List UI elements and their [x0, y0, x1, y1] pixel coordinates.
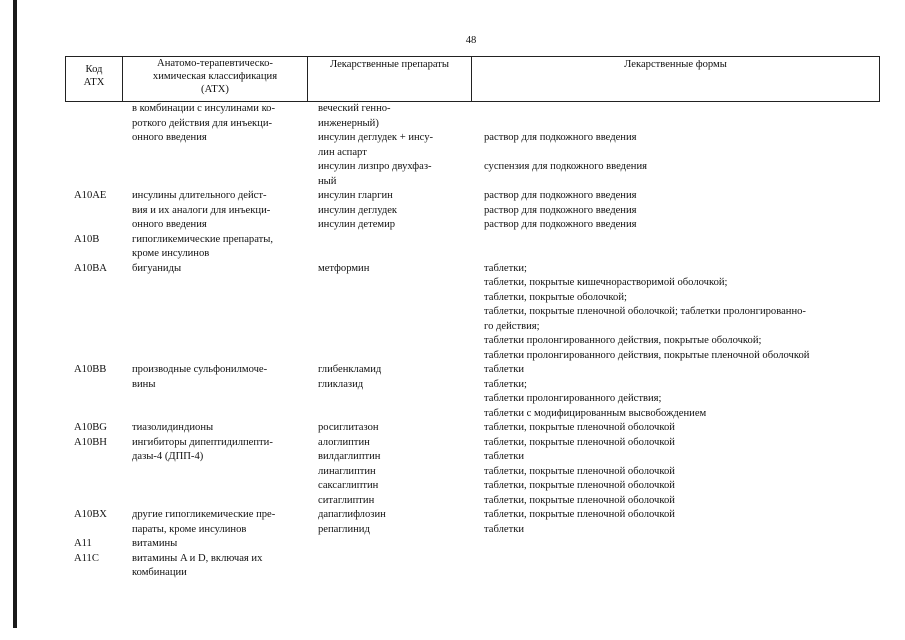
- atc-classification: другие гипогликемические пре- параты, кроме инсулинов: [132, 509, 276, 535]
- table-row: [0, 421, 905, 436]
- header-classification-cell: [123, 57, 308, 102]
- drug-name: инсулин деглудек: [318, 204, 398, 216]
- drug-name: дапаглифлозин: [318, 509, 386, 520]
- drug-name: ситаглиптин: [318, 494, 375, 506]
- header-drugs: Лекарственные препараты: [329, 59, 450, 70]
- atc-classification: витамины: [132, 538, 178, 549]
- dosage-forms: раствор для подкожного введения: [484, 219, 637, 230]
- table-row: [0, 523, 905, 538]
- dosage-forms: таблетки, покрытые пленочной оболочкой: [484, 422, 675, 433]
- atc-code: A11: [74, 538, 92, 549]
- dosage-forms: таблетки, покрытые пленочной оболочкой: [484, 436, 675, 448]
- table-body: [0, 102, 905, 578]
- drug-name: росиглитазон: [318, 422, 379, 433]
- drug-name: саксаглиптин: [318, 480, 379, 491]
- atc-code: A10B: [74, 233, 100, 245]
- drug-name: гликлазид: [318, 378, 364, 390]
- atc-code: A10BB: [74, 364, 107, 375]
- header-code: Код АТХ: [83, 64, 105, 88]
- atc-classification: производные сульфонилмоче- вины: [132, 364, 268, 390]
- header-classification: Анатомо-терапевтическо- химическая классификация (АТХ): [152, 58, 278, 95]
- dosage-forms: таблетки: [484, 364, 525, 375]
- header-forms-cell: [472, 57, 880, 102]
- atc-code: A10BG: [74, 422, 107, 433]
- dosage-forms: суспензия для подкожного введения: [484, 161, 647, 172]
- drug-name: алоглиптин: [318, 436, 370, 448]
- drug-name: веческий генно- инженерный): [318, 103, 391, 129]
- table-row: [0, 131, 905, 160]
- dosage-forms: таблетки, покрытые пленочной оболочкой: [484, 494, 675, 506]
- drug-name: линаглиптин: [318, 465, 376, 477]
- drug-name: инсулин гларгин: [318, 190, 393, 201]
- dosage-forms: раствор для подкожного введения: [484, 204, 637, 216]
- table-row: [0, 233, 905, 262]
- table-row: [0, 204, 905, 219]
- dosage-forms: таблетки, покрытые пленочной оболочкой: [484, 465, 675, 477]
- atc-classification: инсулины длительного дейст-: [132, 190, 267, 201]
- table-row: [0, 552, 905, 578]
- atc-code: A10BA: [74, 262, 107, 274]
- dosage-forms: раствор для подкожного введения: [484, 190, 637, 201]
- table-row: [0, 218, 905, 233]
- dosage-forms: таблетки; таблетки, покрытые кишечнорастворимой оболочкой; таблетки, покрытые оболочкой; таблетки, покрытые пленочной оболочкой; таблетки пролонгированно- го действия; таблетки пролонгированного действия, покрытые оболочкой; таблетки пролонгированного действия, покрытые пленочной оболочкой: [484, 262, 810, 361]
- atc-classification: тиазолидиндионы: [132, 422, 214, 433]
- atc-classification: ингибиторы дипептидилпепти- дазы-4 (ДПП-4): [132, 436, 273, 462]
- drug-name: инсулин детемир: [318, 219, 396, 230]
- drug-name: репаглинид: [318, 523, 370, 535]
- atc-code: A10BX: [74, 509, 107, 520]
- dosage-forms: раствор для подкожного введения: [484, 132, 637, 143]
- dosage-forms: таблетки, покрытые пленочной оболочкой: [484, 480, 675, 491]
- table-row: [0, 494, 905, 509]
- drug-name: глибенкламид: [318, 364, 382, 375]
- atc-classification: вия и их аналоги для инъекци-: [132, 204, 271, 216]
- header-code-cell: [66, 57, 123, 102]
- table-row: [0, 450, 905, 465]
- dosage-forms: таблетки; таблетки пролонгированного действия; таблетки с модифицированным высвобождением: [484, 378, 707, 419]
- table-row: [0, 479, 905, 494]
- table-row: [0, 465, 905, 480]
- page-number: 48: [465, 35, 477, 46]
- atc-classification: бигуаниды: [132, 262, 182, 274]
- dosage-forms: таблетки: [484, 451, 525, 462]
- atc-classification: гипогликемические препараты, кроме инсулинов: [132, 233, 274, 259]
- table-row: [0, 378, 905, 422]
- table-row: [0, 537, 905, 552]
- drug-name: вилдаглиптин: [318, 451, 381, 462]
- table-row: [0, 189, 905, 204]
- atc-classification: онного введения: [132, 219, 207, 230]
- header-drugs-cell: [308, 57, 472, 102]
- drug-name: инсулин лизпро двухфаз- ный: [318, 161, 432, 187]
- table-header: [65, 56, 880, 102]
- table-row: [0, 262, 905, 364]
- drug-name: инсулин деглудек + инсу- лин аспарт: [318, 132, 434, 158]
- drug-name: метформин: [318, 262, 370, 274]
- atc-code: A10AE: [74, 190, 107, 201]
- atc-code: A11C: [74, 552, 99, 564]
- dosage-forms: таблетки: [484, 523, 525, 535]
- atc-classification: витамины A и D, включая их комбинации: [132, 552, 263, 578]
- atc-code: A10BH: [74, 436, 107, 448]
- header-forms: Лекарственные формы: [624, 59, 727, 70]
- atc-classification: в комбинации с инсулинами ко- роткого действия для инъекци- онного введения: [132, 103, 276, 143]
- dosage-forms: таблетки, покрытые пленочной оболочкой: [484, 509, 675, 520]
- table-row: [0, 160, 905, 189]
